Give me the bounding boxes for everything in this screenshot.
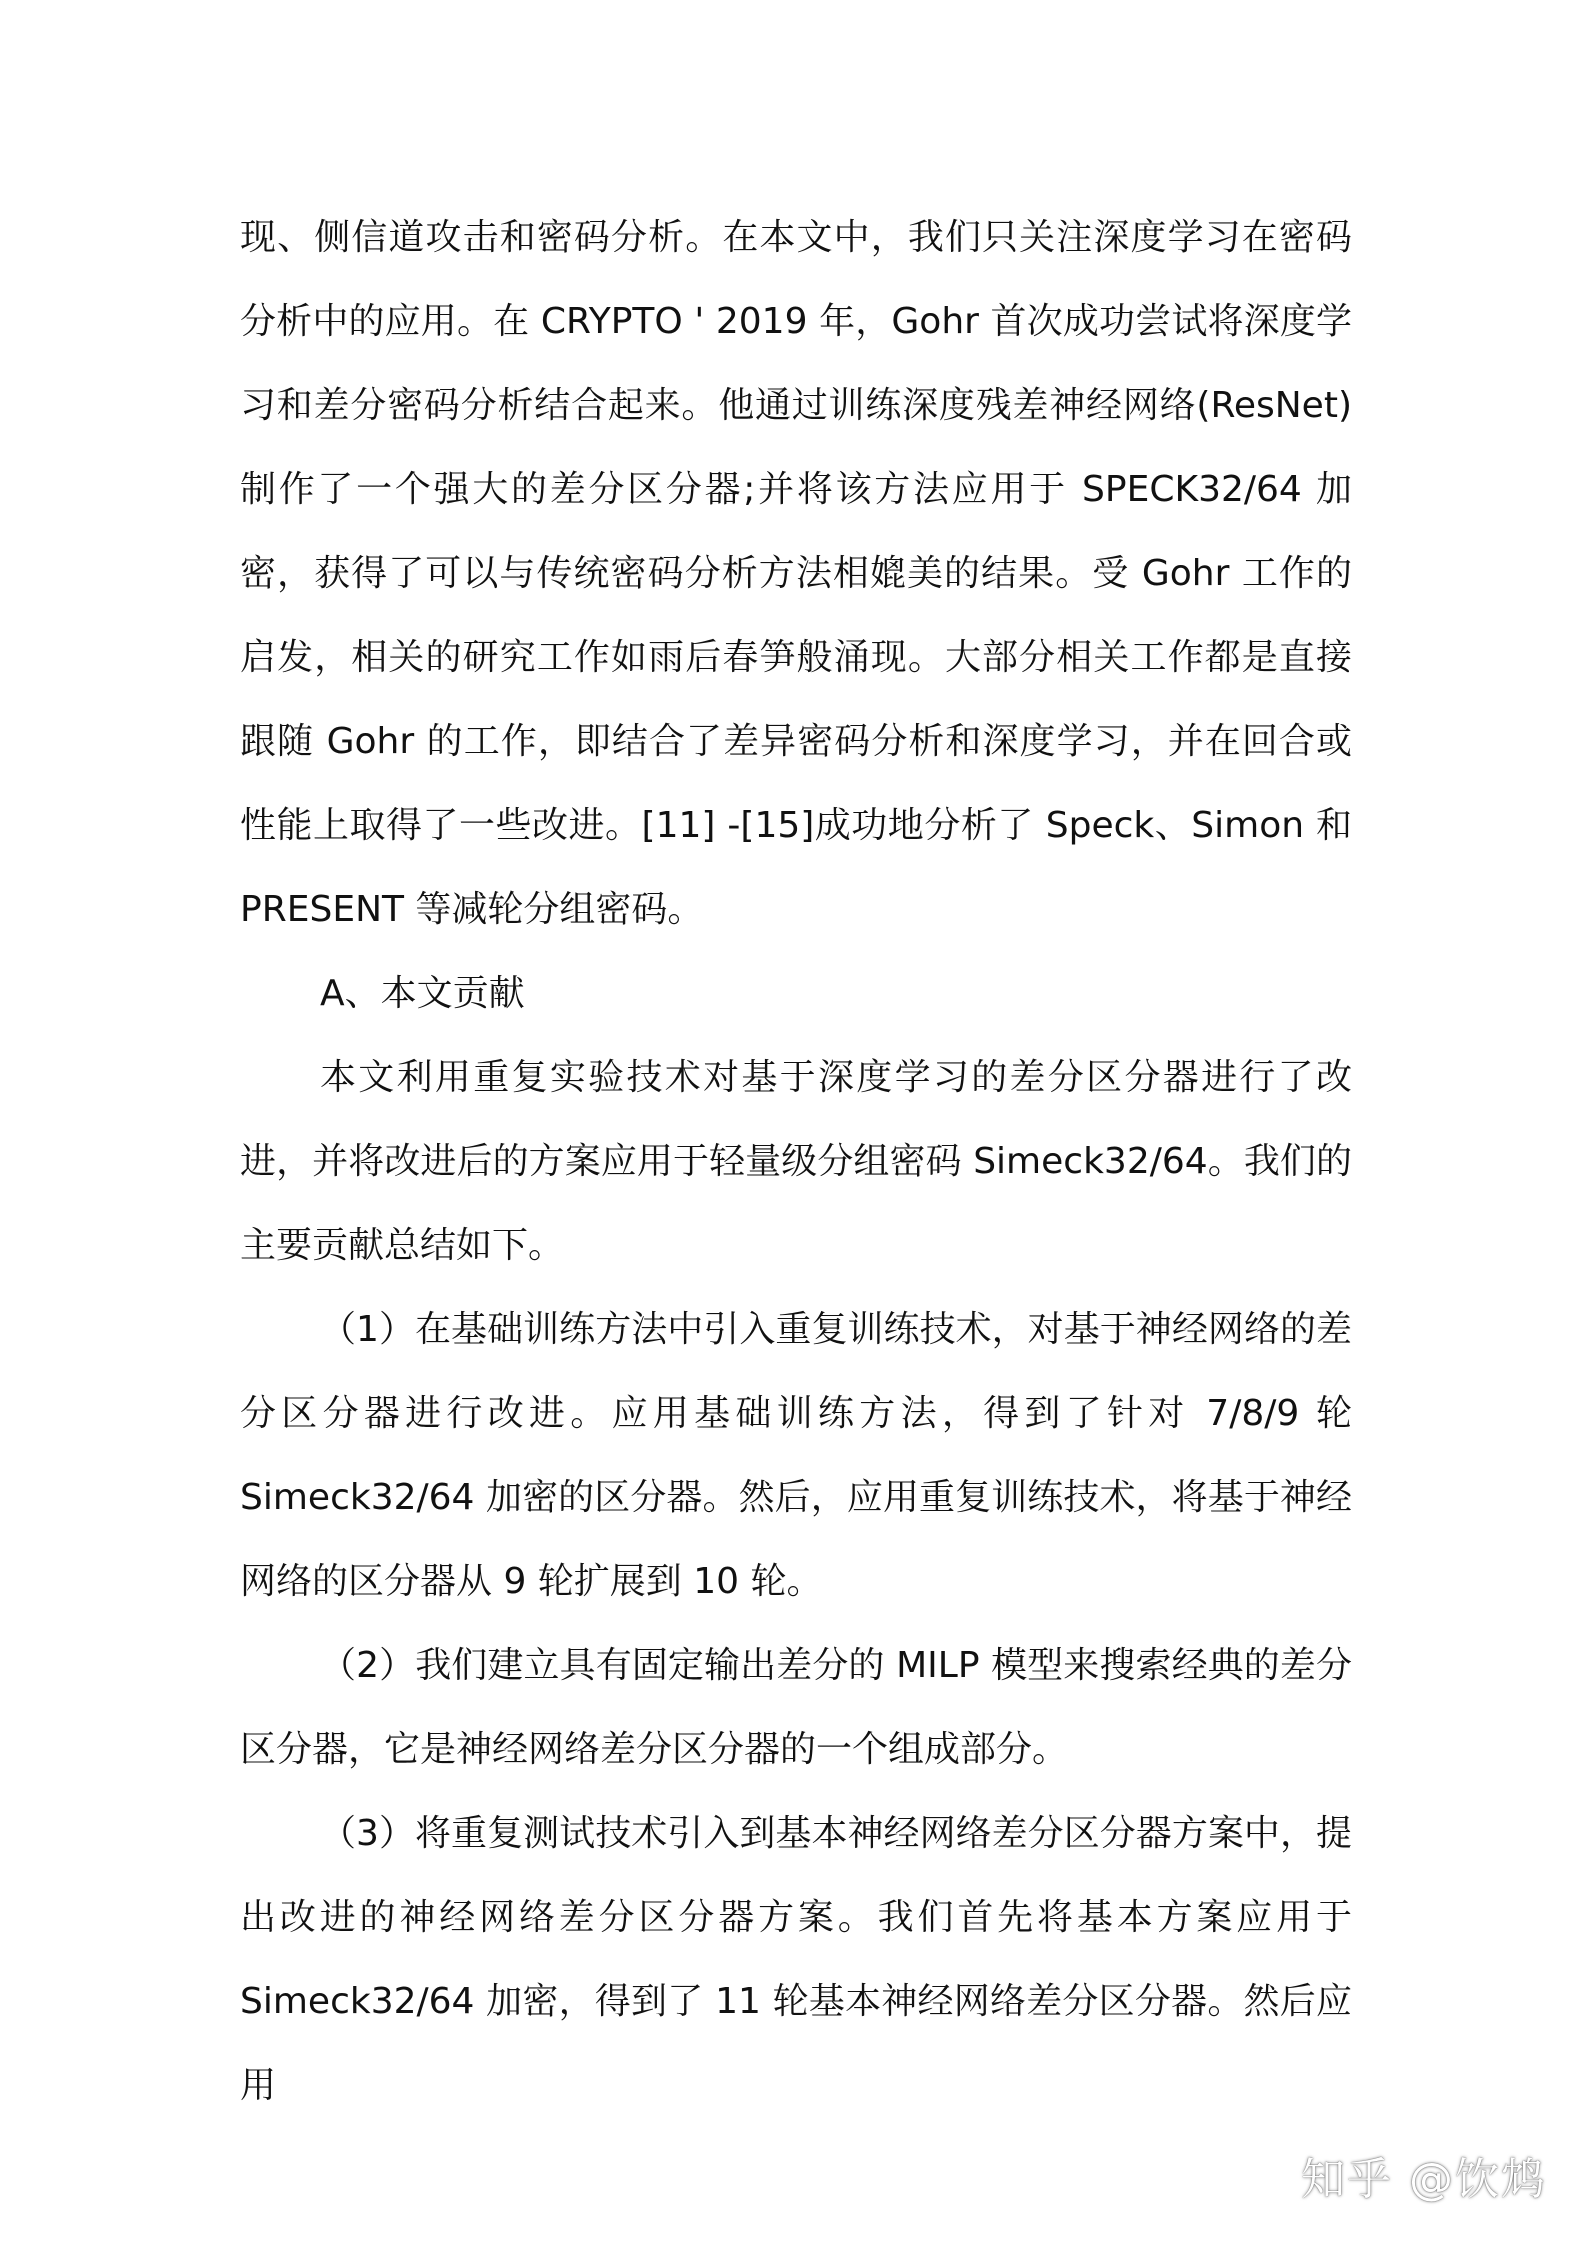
zhihu-watermark: 知乎 @饮鸩	[1301, 2154, 1547, 2205]
paragraph-contribution-2: （2）我们建立具有固定输出差分的 MILP 模型来搜索经典的差分区分器，它是神经网络差分区分器的一个组成部分。	[240, 1645, 1352, 1770]
paragraph-contributions-summary: 本文利用重复实验技术对基于深度学习的差分区分器进行了改进，并将改进后的方案应用于轻量级分组密码 Simeck32/64。我们的主要贡献总结如下。	[240, 1057, 1352, 1266]
paragraph-contribution-3: （3）将重复测试技术引入到基本神经网络差分区分器方案中，提出改进的神经网络差分区分器方案。我们首先将基本方案应用于 Simeck32/64 加密，得到了 11 轮基本神经网络差分区分器。然后应用	[240, 1813, 1352, 2106]
paragraph-contribution-1: （1）在基础训练方法中引入重复训练技术，对基于神经网络的差分区分器进行改进。应用基础训练方法，得到了针对 7/8/9 轮 Simeck32/64 加密的区分器。然后，应用重复训练技术，将基于神经网络的区分器从 9 轮扩展到 10 轮。	[240, 1309, 1352, 1602]
paragraph-intro-continuation: 现、侧信道攻击和密码分析。在本文中，我们只关注深度学习在密码分析中的应用。在 CRYPTO ' 2019 年，Gohr 首次成功尝试将深度学习和差分密码分析结合起来。他通过训练深度残差神经网络(ResNet)制作了一个强大的差分区分器;并将该方法应用于 SPECK32/64 加密，获得了可以与传统密码分析方法相媲美的结果。受 Gohr 工作的启发，相关的研究工作如雨后春笋般涌现。大部分相关工作都是直接跟随 Gohr 的工作，即结合了差异密码分析和深度学习，并在回合或性能上取得了一些改进。[11] -[15]成功地分析了 Speck、Simon 和 PRESENT 等减轮分组密码。	[240, 217, 1352, 930]
document-body	[240, 196, 1352, 2128]
section-heading-contributions: A、本文贡献	[320, 973, 525, 1014]
